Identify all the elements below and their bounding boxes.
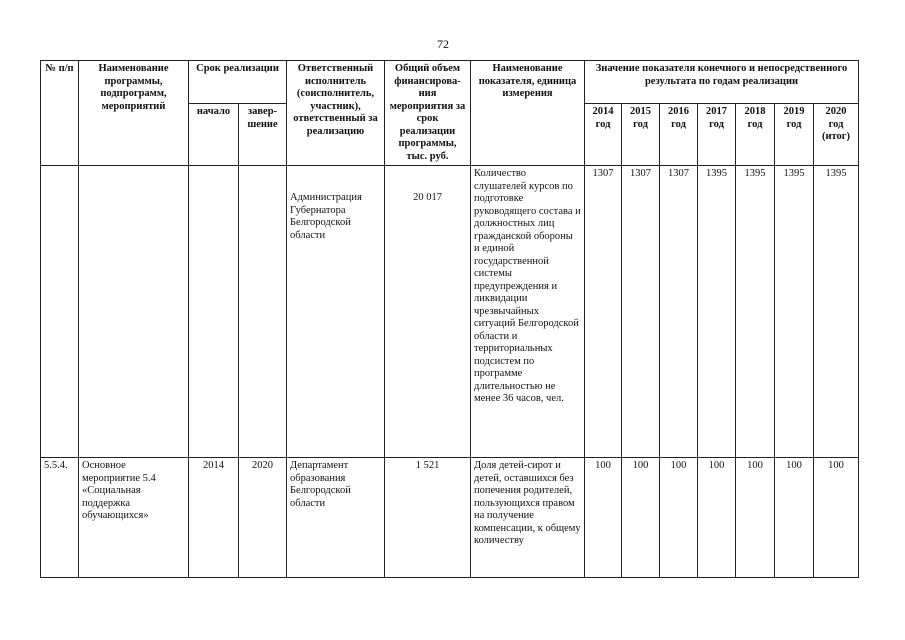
header-executor: Ответственный исполнитель (соисполнитель, участник), ответственный за реализацию <box>287 61 385 166</box>
header-indicator: Наименование показателя, единица измерения <box>471 61 585 166</box>
row-value-2020: 100 <box>814 458 859 578</box>
row-value-2016: 100 <box>660 458 698 578</box>
header-year-2017: 2017 год <box>698 104 736 166</box>
row-value-2018: 1395 <box>736 166 775 458</box>
row-value-2019: 100 <box>775 458 814 578</box>
row-num <box>41 166 79 458</box>
table-row <box>41 166 859 458</box>
header-term-end: завер-шение <box>239 104 287 166</box>
row-funding: 1 521 <box>385 458 471 578</box>
header-year-2015: 2015 год <box>622 104 660 166</box>
row-value-2017: 100 <box>698 458 736 578</box>
header-funding: Общий объем финансирова-ния мероприятия за срок реализации программы, тыс. руб. <box>385 61 471 166</box>
row-value-2014: 100 <box>585 458 622 578</box>
header-year-2020: 2020 год (итог) <box>814 104 859 166</box>
row-name: Основное мероприятие 5.4 «Социальная поддержка обучающихся» <box>79 458 189 578</box>
row-start <box>189 166 239 458</box>
row-value-2020: 1395 <box>814 166 859 458</box>
header-name: Наименование программы, подпрограмм, мероприятий <box>79 61 189 166</box>
row-value-2018: 100 <box>736 458 775 578</box>
row-value-2014: 1307 <box>585 166 622 458</box>
row-indicator: Количество слушателей курсов по подготовке руководящего состава и должностных лиц гражданской обороны и единой государственной системы предупреждения и ликвидации чрезвычайных ситуаций Белгородской области и территориальных подсистем по программе длительностью не менее 36 часов, чел. <box>471 166 585 458</box>
header-term-start: начало <box>189 104 239 166</box>
row-value-2016: 1307 <box>660 166 698 458</box>
table-row <box>41 458 859 578</box>
row-end <box>239 166 287 458</box>
row-executor: Департамент образования Белгородской области <box>287 458 385 578</box>
row-funding: 20 017 <box>385 166 471 458</box>
row-value-2019: 1395 <box>775 166 814 458</box>
row-start: 2014 <box>189 458 239 578</box>
page-number: 72 <box>437 37 449 51</box>
header-year-2019: 2019 год <box>775 104 814 166</box>
row-executor: Администрация Губернатора Белгородской области <box>287 166 385 458</box>
row-indicator: Доля детей-сирот и детей, оставшихся без попечения родителей, пользующихся правом на получение компенсации, к общему количеству <box>471 458 585 578</box>
header-year-2018: 2018 год <box>736 104 775 166</box>
row-num: 5.5.4. <box>41 458 79 578</box>
row-name <box>79 166 189 458</box>
header-term: Срок реализации <box>189 61 287 104</box>
header-values-group: Значение показателя конечного и непосредственного результата по годам реализации <box>585 61 859 104</box>
row-value-2017: 1395 <box>698 166 736 458</box>
program-table <box>40 60 859 578</box>
header-year-2016: 2016 год <box>660 104 698 166</box>
header-num: № п/п <box>41 61 79 166</box>
row-value-2015: 100 <box>622 458 660 578</box>
header-year-2014: 2014 год <box>585 104 622 166</box>
row-end: 2020 <box>239 458 287 578</box>
row-value-2015: 1307 <box>622 166 660 458</box>
